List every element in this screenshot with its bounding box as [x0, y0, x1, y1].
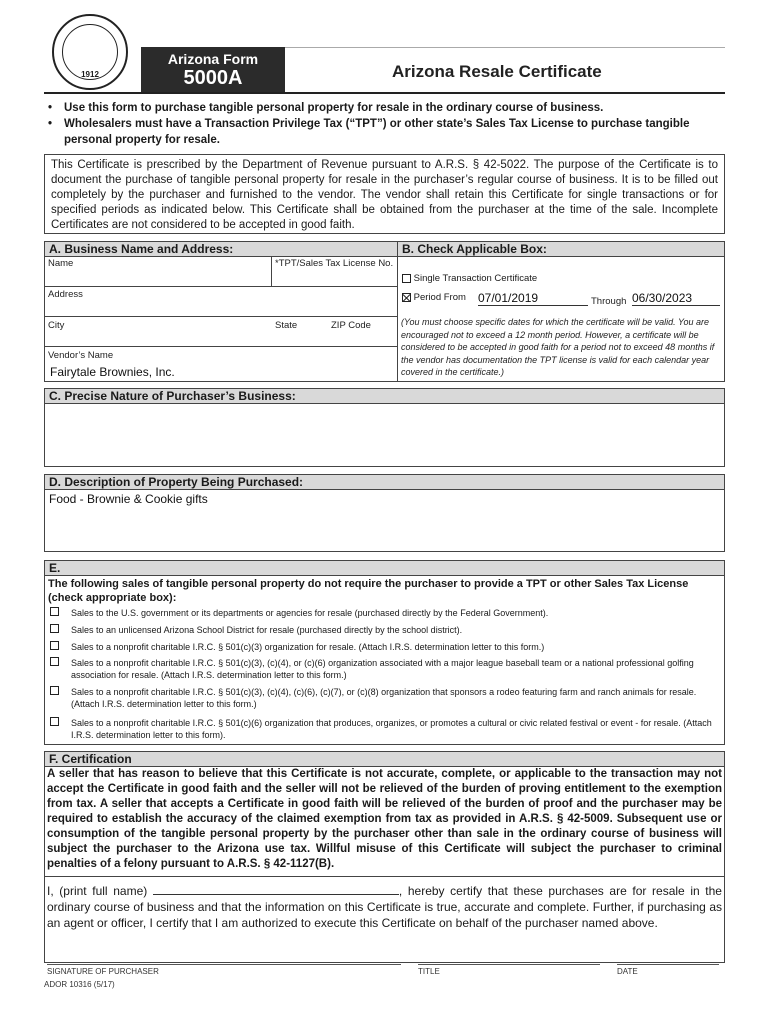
- exemption-item[interactable]: [50, 641, 722, 653]
- exemption-checkbox[interactable]: [50, 657, 59, 666]
- section-f-heading: F. Certification: [44, 751, 725, 767]
- property-description-field[interactable]: Food - Brownie & Cookie gifts: [49, 492, 208, 506]
- cert-prefix: I, (print full name): [47, 884, 148, 898]
- section-e-heading: E.: [44, 560, 725, 576]
- date-label: DATE: [617, 967, 638, 976]
- exemption-item[interactable]: [50, 624, 722, 636]
- business-nature-field[interactable]: [44, 403, 725, 467]
- section-d-heading: D. Description of Property Being Purchased:: [44, 474, 725, 490]
- tpt-label: *TPT/Sales Tax License No.: [275, 258, 394, 269]
- section-b-heading: B. Check Applicable Box:: [397, 241, 725, 257]
- period-from-label: Period From: [413, 292, 466, 303]
- exemption-label: Sales to a nonprofit charitable I.R.C. § 501(c)(6) organization that produces, organizes, or promotes a cultural or civic related festival or event - for resale. (Attach I.R.S. determination letter to this form).: [71, 718, 712, 740]
- certification-body-box: [44, 877, 725, 963]
- zip-label: ZIP Code: [331, 320, 371, 331]
- period-note: (You must choose specific dates for which the certificate will be valid. You are encouraged not to exceed a 12 month period. However, a certificate will be considered to be accepted in good faith for a period not to exceed 48 months if the vendor has documentation the TPT license is valid for each calendar year covered in the certificate.): [401, 317, 715, 377]
- certification-warning: A seller that has reason to believe that this Certificate is not accurate, complete, or applicable to the transaction may not accept the Certificate in good faith and the seller will not be relieved of the burden of proving entitlement to the exemption from tax. A seller that accepts a Certificate in good faith will be relieved of the burden of proof and the purchaser may be required to establish the accuracy of the claimed exemption from tax as provided in A.R.S. § 42-5009. Subsequent use or consumption of the tangible personal property by the purchaser other than sale in the ordinary course of business will subject the purchaser to the Arizona use tax. Willful misuse of this Certificate will subject the purchaser to criminal penalties of a felony pursuant to A.R.S. § 42-1127(B).: [47, 768, 722, 870]
- period-from-field[interactable]: 07/01/2019: [478, 291, 588, 306]
- exemption-item[interactable]: [50, 607, 722, 619]
- exemption-label: Sales to the U.S. government or its departments or agencies for resale (purchased directly by the Federal Government).: [71, 608, 549, 618]
- page-title: Arizona Resale Certificate: [392, 62, 602, 81]
- cert-rest: , hereby certify that these purchases are for resale in the ordinary course of business and that the information on this Certificate is true, accurate and complete. Further, if purchasing as an agent or officer, I certify that I am authorized to execute this Certificate on behalf of the purchaser named above.: [47, 884, 722, 930]
- city-label: City: [48, 320, 65, 331]
- form-id-box: [141, 47, 285, 94]
- exemption-label: Sales to an unlicensed Arizona School District for resale (purchased directly by the school district).: [71, 625, 463, 635]
- exemption-checkbox[interactable]: [50, 686, 59, 695]
- exemption-label: Sales to a nonprofit charitable I.R.C. § 501(c)(3), (c)(4), or (c)(6) organization associated with a major league baseball team or a national professional golfing association for resale. (Attach I.R.S. determination letter to this form.): [71, 658, 694, 680]
- instruction-1: • Use this form to purchase tangible personal property for resale in the ordinary course of business.: [48, 102, 604, 114]
- single-transaction-option[interactable]: [402, 273, 537, 284]
- name-label: Name: [48, 258, 74, 269]
- exemption-checkbox[interactable]: [50, 624, 59, 633]
- exemption-item[interactable]: [50, 717, 722, 741]
- header-rule: [44, 92, 725, 94]
- exemption-checkbox[interactable]: [50, 641, 59, 650]
- form-label: Arizona Form: [167, 51, 259, 67]
- name-field[interactable]: [44, 256, 272, 287]
- vendor-name-field[interactable]: Fairytale Brownies, Inc.: [50, 365, 175, 379]
- address-label: Address: [48, 289, 83, 300]
- signature-label: SIGNATURE OF PURCHASER: [47, 967, 159, 976]
- intro-text: This Certificate is prescribed by the Department of Revenue pursuant to A.R.S. § 42-5022. The purpose of the Certificate is to document the purchase of tangible personal property for resale in the purchaser’s regular course of business. It is to be filled out completely by the purchaser and furnished to the vendor. The vendor shall retain this Certificate for single transactions or for specified periods as indicated below. This Certificate shall be obtained from the purchaser at the time of the sale. Incomplete Certificates are not considered to be accepted in good faith.: [44, 154, 725, 234]
- title-label: TITLE: [418, 967, 440, 976]
- address-field[interactable]: [44, 286, 398, 317]
- signature-line[interactable]: [47, 964, 401, 965]
- single-transaction-label: Single Transaction Certificate: [413, 273, 538, 284]
- period-checkbox[interactable]: [402, 293, 411, 302]
- exemption-checkbox[interactable]: [50, 607, 59, 616]
- exemption-label: Sales to a nonprofit charitable I.R.C. § 501(c)(3), (c)(4), (c)(6), (c)(7), or (c)(8) organization that sponsors a rodeo featuring farm and ranch animals for resale. (Attach I.R.S. determination letter to this form.): [71, 687, 697, 709]
- through-field[interactable]: 06/30/2023: [632, 291, 720, 306]
- title-line[interactable]: [418, 964, 600, 965]
- section-c-heading: C. Precise Nature of Purchaser’s Business:: [44, 388, 725, 404]
- exemption-label: Sales to a nonprofit charitable I.R.C. § 501(c)(3) organization for resale. (Attach I.R.S. determination letter to this form.): [71, 642, 545, 652]
- through-label: Through: [591, 296, 627, 307]
- header-top-rule: [285, 47, 725, 48]
- section-e-intro: The following sales of tangible personal property do not require the purchaser to provide a TPT or other Sales Tax License (check appropriate box):: [48, 578, 689, 604]
- form-number: 5000A: [183, 67, 243, 89]
- section-a-heading: A. Business Name and Address:: [44, 241, 398, 257]
- exemption-checkbox[interactable]: [50, 717, 59, 726]
- single-transaction-checkbox[interactable]: [402, 274, 411, 283]
- exemption-item[interactable]: [50, 686, 722, 710]
- exemption-item[interactable]: [50, 657, 722, 681]
- date-line[interactable]: [617, 964, 719, 965]
- seal-year: 1912: [81, 70, 99, 79]
- state-label: State: [275, 320, 298, 331]
- form-code: ADOR 10316 (5/17): [44, 980, 115, 989]
- instruction-2: • Wholesalers must have a Transaction Privilege Tax (“TPT”) or other state’s Sales Tax License to purchase tangible personal property for resale.: [48, 118, 690, 146]
- instructions: [46, 100, 726, 148]
- vendor-label: Vendor’s Name: [48, 350, 114, 361]
